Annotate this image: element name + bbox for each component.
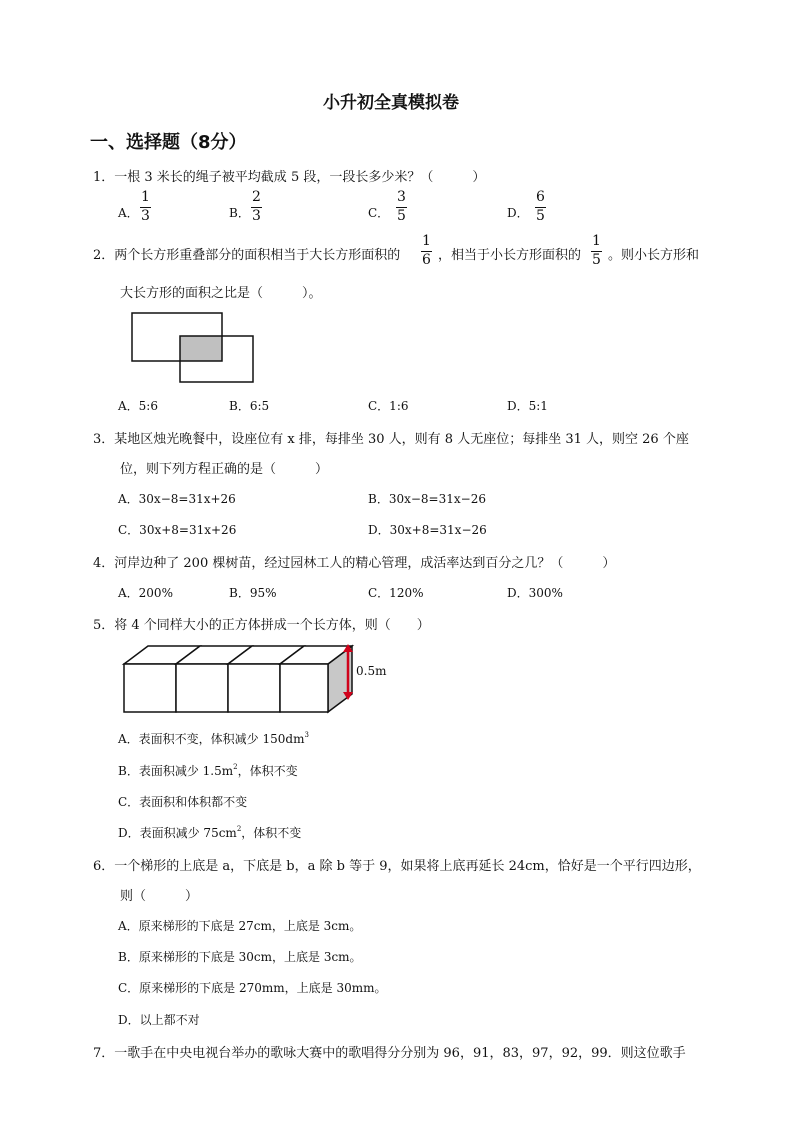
- question-6-option-d: D．以上都不对: [118, 1013, 200, 1027]
- option-c-label: C．: [368, 206, 390, 220]
- question-3-option-d: D．30x+8=31x−26: [368, 523, 487, 537]
- cube-1-front: [124, 664, 176, 712]
- question-2-option-d: D．5:1: [507, 399, 548, 413]
- cube-4-front: [280, 664, 328, 712]
- question-1-text: 1．一根 3 米长的绳子被平均截成 5 段，一段长多少米？（ ）: [93, 170, 486, 185]
- question-7-line1: 7．一歌手在中央电视台举办的歌咏大赛中的歌唱得分分别为 96，91，83，97，92，99．则这位歌手: [93, 1046, 686, 1061]
- question-5-option-d: D．表面积减少 $75cm^2$，体积不变: [118, 825, 302, 840]
- question-5-option-a: A．表面积不变，体积减少 $150dm^3$: [118, 731, 309, 746]
- question-6-line2: 则（ ）: [120, 889, 199, 904]
- cube-3-front: [228, 664, 280, 712]
- question-6-option-a: A．原来梯形的下底是 27cm，上底是 3cm。: [118, 919, 362, 933]
- question-2-fraction-1: 1 6: [422, 233, 431, 268]
- option-d-label: D．: [507, 206, 529, 220]
- question-3-line1: 3．某地区烛光晚餐中，设座位有 x 排，每排坐 30 人，则有 8 人无座位；每排坐 31 人，则空 26 个座: [93, 432, 689, 447]
- question-4-text: 4．河岸边种了 200 棵树苗，经过园林工人的精心管理，成活率达到百分之几？（ ）: [93, 556, 616, 571]
- question-3-option-a: A．30x−8=31x+26: [118, 492, 236, 506]
- section-heading: 一、选择题（8分）: [90, 132, 247, 153]
- question-2-option-a: A．5:6: [118, 399, 158, 413]
- question-4-option-a: A．200%: [118, 586, 173, 600]
- question-4-option-d: D．300%: [507, 586, 563, 600]
- cube-dimension-label: 0.5m: [356, 664, 387, 678]
- question-2-line2: 大长方形的面积之比是（ ）。: [120, 286, 322, 301]
- question-2-option-c: C．1:6: [368, 399, 409, 413]
- question-6-option-c: C．原来梯形的下底是 270mm，上底是 30mm。: [118, 981, 387, 995]
- page-title: 小升初全真模拟卷: [323, 93, 459, 113]
- cube-2-front: [176, 664, 228, 712]
- option-b-label: B．: [229, 206, 250, 220]
- question-6-line1: 6．一个梯形的上底是 a，下底是 b，a 除 b 等于 9，如果将上底再延长 24cm，恰好是一个平行四边形，: [93, 859, 701, 874]
- question-2-fraction-2: 1 5: [592, 233, 601, 268]
- question-5-text: 5．将 4 个同样大小的正方体拼成一个长方体，则（ ）: [93, 618, 430, 633]
- option-c-fraction: 3 5: [397, 189, 406, 224]
- question-4-option-c: C．120%: [368, 586, 424, 600]
- question-2-text-part2: ，相当于小长方形面积的: [438, 248, 582, 263]
- question-5-option-c: C．表面积和体积都不变: [118, 795, 248, 809]
- question-2-option-b: B．6:5: [229, 399, 270, 413]
- question-2-text-part1: 2．两个长方形重叠部分的面积相当于大长方形面积的: [93, 248, 401, 263]
- option-b-fraction: 2 3: [252, 189, 261, 224]
- question-2-text-part3: 。则小长方形和: [608, 248, 700, 263]
- question-3-line2: 位，则下列方程正确的是（ ）: [120, 462, 329, 477]
- option-d-fraction: 6 5: [536, 189, 545, 224]
- question-5-option-b: B．表面积减少 $1.5m^2$，体积不变: [118, 763, 298, 778]
- question-3-option-c: C．30x+8=31x+26: [118, 523, 237, 537]
- four-cubes-figure: [120, 642, 390, 718]
- question-4-option-b: B．95%: [229, 586, 277, 600]
- overlap-shaded-area: [180, 336, 222, 361]
- option-a-label: A．: [118, 206, 139, 220]
- overlapping-rectangles-figure: [130, 311, 260, 386]
- question-3-option-b: B．30x−8=31x−26: [368, 492, 486, 506]
- option-a-fraction: 1 3: [141, 189, 150, 224]
- question-6-option-b: B．原来梯形的下底是 30cm，上底是 3cm。: [118, 950, 362, 964]
